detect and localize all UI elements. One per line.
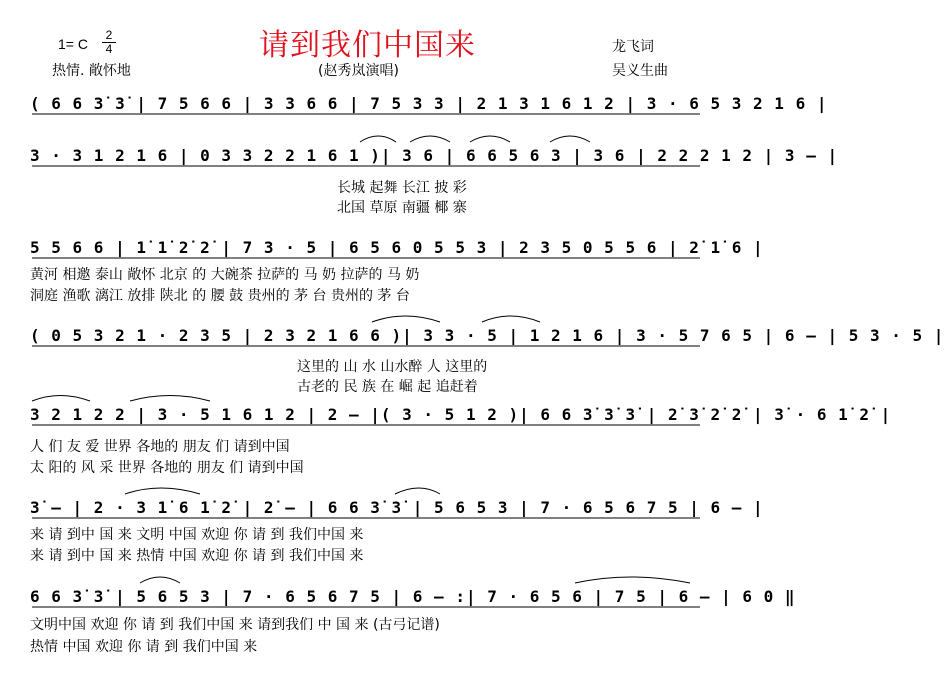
notation-row-5 (30, 405, 891, 433)
singer-credit: (赵秀岚演唱) (318, 63, 399, 79)
notation-row-1 (30, 94, 827, 122)
notation-row-4-notes: ( 0 5 3 2 1 · 2 3 5 | 2 3 2 1 6 6 )| 3 3 · 5 | 1 2 1 6 | 3 · 5 7 6 5 | 6 – | 5 3 · 5 | (30, 326, 944, 345)
lyrics-row-2-verse-1: 长城 起舞 长江 披 彩 (337, 180, 467, 196)
slur (395, 488, 440, 494)
time-signature-top: 2 (105, 28, 113, 42)
slur (470, 136, 510, 142)
slur (410, 136, 450, 142)
composer-credit: 吴义生曲 (612, 63, 668, 79)
lyrics-row-3-verse-1: 黄河 相邀 泰山 敞怀 北京 的 大碗茶 拉萨的 马 奶 拉萨的 马 奶 (30, 267, 420, 283)
lyrics-row-4-verse-2: 古老的 民 族 在 崛 起 追赶着 (297, 379, 478, 395)
slur (372, 316, 440, 322)
slur (550, 136, 590, 142)
notation-row-2 (30, 146, 838, 174)
time-signature (102, 30, 116, 55)
notation-row-2-notes: 3 · 3 1 2 1 6 | 0 3 3 2 2 1 6 1 )| 3 6 | 6 6 5 6 3 | 3 6 | 2 2 2 1 2 | 3 – | (30, 146, 839, 165)
slur (32, 396, 90, 402)
notation-row-7-notes: 6 6 3̇ 3̇ | 5 6 5 3 | 7 · 6 5 6 7 5 | 6 – :| 7 · 6 5 6 | 7 5 | 6 – | 6 0 ‖ (30, 587, 796, 606)
lyrics-row-7-verse-1: 文明中国 欢迎 你 请 到 我们中国 来 请到我们 中 国 来 (古弓记谱) (30, 617, 440, 633)
slur (482, 316, 540, 322)
notation-row-1-notes: ( 6 6 3̇ 3̇ | 7 5 6 6 | 3 3 6 6 | 7 5 3 3 | 2 1 3 1 6 1 2 | 3 · 6 5 3 2 1 6 | (30, 94, 828, 113)
lyrics-row-5-verse-1: 人 们 友 爱 世界 各地的 朋友 们 请到中国 (30, 439, 290, 455)
notation-row-7 (30, 587, 796, 615)
slur (575, 577, 690, 583)
song-title: 请到我们中国来 (259, 28, 476, 63)
notation-row-5-notes: 3 2 1 2 2 | 3 · 5 1 6 1 2 | 2 – |( 3 · 5 1 2 )| 6 6 3̇ 3̇ 3̇ | 2̇ 3̇ 2̇ 2̇ | 3̇ · 6 1̇ 2̇ | (30, 405, 892, 424)
notation-row-6-notes: 3̇ – | 2 · 3 1̇ 6 1̇ 2̇ | 2̇ – | 6 6 3̇ 3̇ | 5 6 5 3 | 7 · 6 5 6 7 5 | 6 – | (30, 498, 764, 517)
slur (360, 136, 396, 142)
slur (140, 577, 180, 583)
slur (125, 488, 200, 494)
notation-row-4 (30, 326, 944, 354)
lyricist-credit: 龙飞词 (612, 39, 654, 55)
lyrics-row-5-verse-2: 太 阳的 风 采 世界 各地的 朋友 们 请到中国 (30, 460, 304, 476)
time-signature-bottom: 4 (105, 42, 113, 56)
lyrics-row-7-verse-2: 热情 中国 欢迎 你 请 到 我们中国 来 (30, 639, 258, 655)
notation-row-6 (30, 498, 764, 526)
slur (130, 396, 210, 402)
lyrics-row-3-verse-2: 洞庭 渔歌 漓江 放排 陕北 的 腰 鼓 贵州的 茅 台 贵州的 茅 台 (30, 288, 410, 304)
key-signature: 1= C (58, 36, 88, 52)
lyrics-row-6-verse-1: 来 请 到中 国 来 文明 中国 欢迎 你 请 到 我们中国 来 (30, 527, 364, 543)
lyrics-row-6-verse-2: 来 请 到中 国 来 热情 中国 欢迎 你 请 到 我们中国 来 (30, 548, 364, 564)
lyrics-row-2-verse-2: 北国 草原 南疆 椰 寨 (337, 200, 467, 216)
lyrics-row-4-verse-1: 这里的 山 水 山水醉 人 这里的 (297, 359, 488, 375)
notation-row-3 (30, 238, 764, 266)
notation-row-3-notes: 5 5 6 6 | 1̇ 1̇ 2̇ 2̇ | 7 3 · 5 | 6 5 6 0 5 5 3 | 2 3 5 0 5 5 6 | 2̇ 1̇ 6 | (30, 238, 764, 257)
tempo-mood: 热情. 敞怀地 (52, 63, 131, 79)
